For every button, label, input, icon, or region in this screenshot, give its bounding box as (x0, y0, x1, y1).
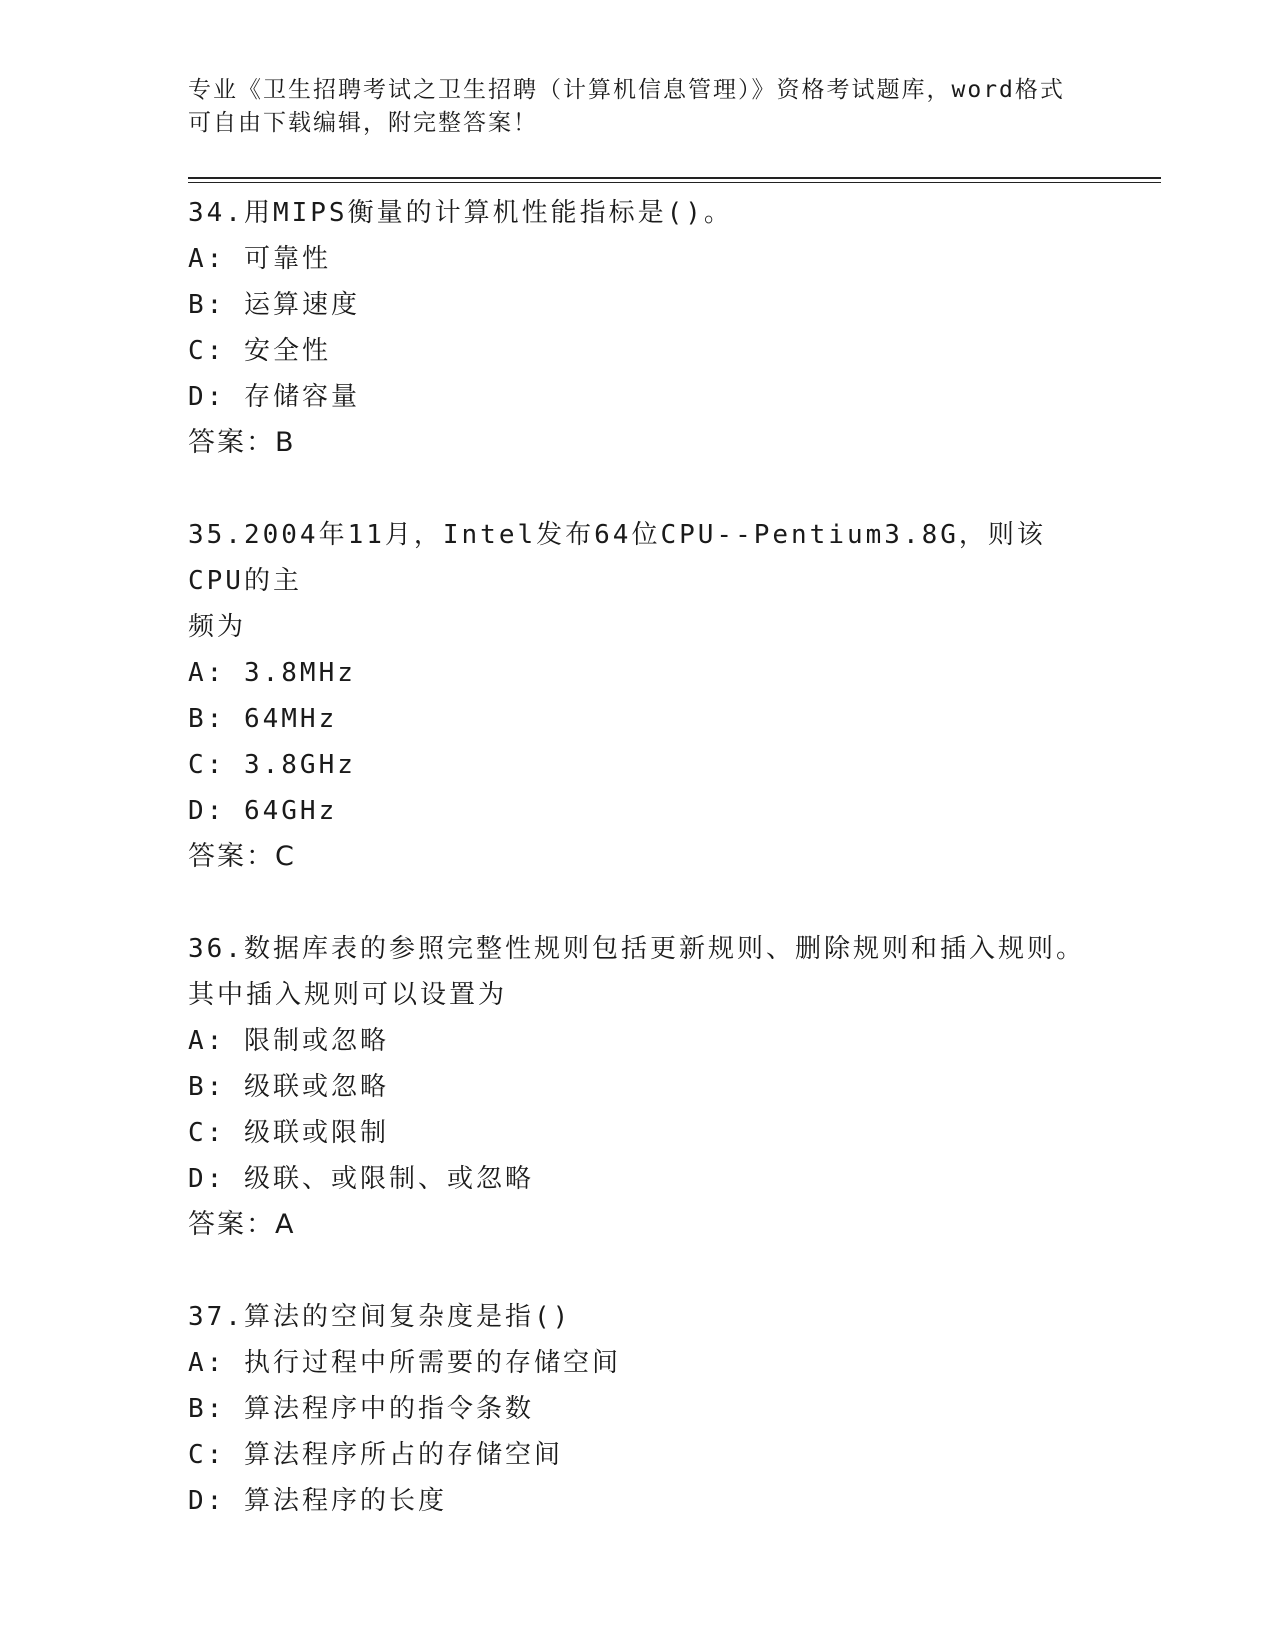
option-a: A: 限制或忽略 (188, 1026, 389, 1056)
option-c: C: 级联或限制 (188, 1118, 389, 1148)
option-c: C: 3.8GHz (188, 750, 356, 780)
question-text: 35.2004年11月，Intel发布64位CPU--Pentium3.8G，则该CPU的主 (188, 520, 1046, 596)
question-36 (188, 926, 1088, 1248)
header-divider (188, 177, 1161, 183)
option-c: C: 算法程序所占的存储空间 (188, 1440, 563, 1470)
answer: 答案：C (188, 841, 296, 872)
option-d: D: 算法程序的长度 (188, 1486, 447, 1516)
question-34 (188, 190, 1088, 466)
header-line-1: 专业《卫生招聘考试之卫生招聘（计算机信息管理）》资格考试题库，word格式 (188, 77, 1065, 103)
question-list (188, 190, 1088, 1570)
document-header (188, 74, 1088, 140)
question-text-continued: 其中插入规则可以设置为 (188, 980, 508, 1010)
option-c: C: 安全性 (188, 336, 331, 366)
option-b: B: 级联或忽略 (188, 1072, 389, 1102)
question-37 (188, 1294, 1088, 1524)
option-d: D: 级联、或限制、或忽略 (188, 1164, 534, 1194)
option-a: A: 执行过程中所需要的存储空间 (188, 1348, 621, 1378)
option-d: D: 64GHz (188, 796, 338, 826)
question-text: 34.用MIPS衡量的计算机性能指标是()。 (188, 198, 733, 228)
question-text: 37.算法的空间复杂度是指() (188, 1302, 572, 1332)
option-b: B: 算法程序中的指令条数 (188, 1394, 534, 1424)
option-a: A: 可靠性 (188, 244, 331, 274)
answer: 答案：B (188, 427, 296, 458)
option-b: B: 64MHz (188, 704, 338, 734)
option-d: D: 存储容量 (188, 382, 360, 412)
option-b: B: 运算速度 (188, 290, 360, 320)
answer: 答案：A (188, 1209, 296, 1240)
question-text-continued: 频为 (188, 612, 247, 642)
question-text: 36.数据库表的参照完整性规则包括更新规则、删除规则和插入规则。 (188, 934, 1085, 964)
question-35 (188, 512, 1088, 880)
option-a: A: 3.8MHz (188, 658, 356, 688)
header-line-2: 可自由下载编辑，附完整答案！ (188, 110, 538, 136)
